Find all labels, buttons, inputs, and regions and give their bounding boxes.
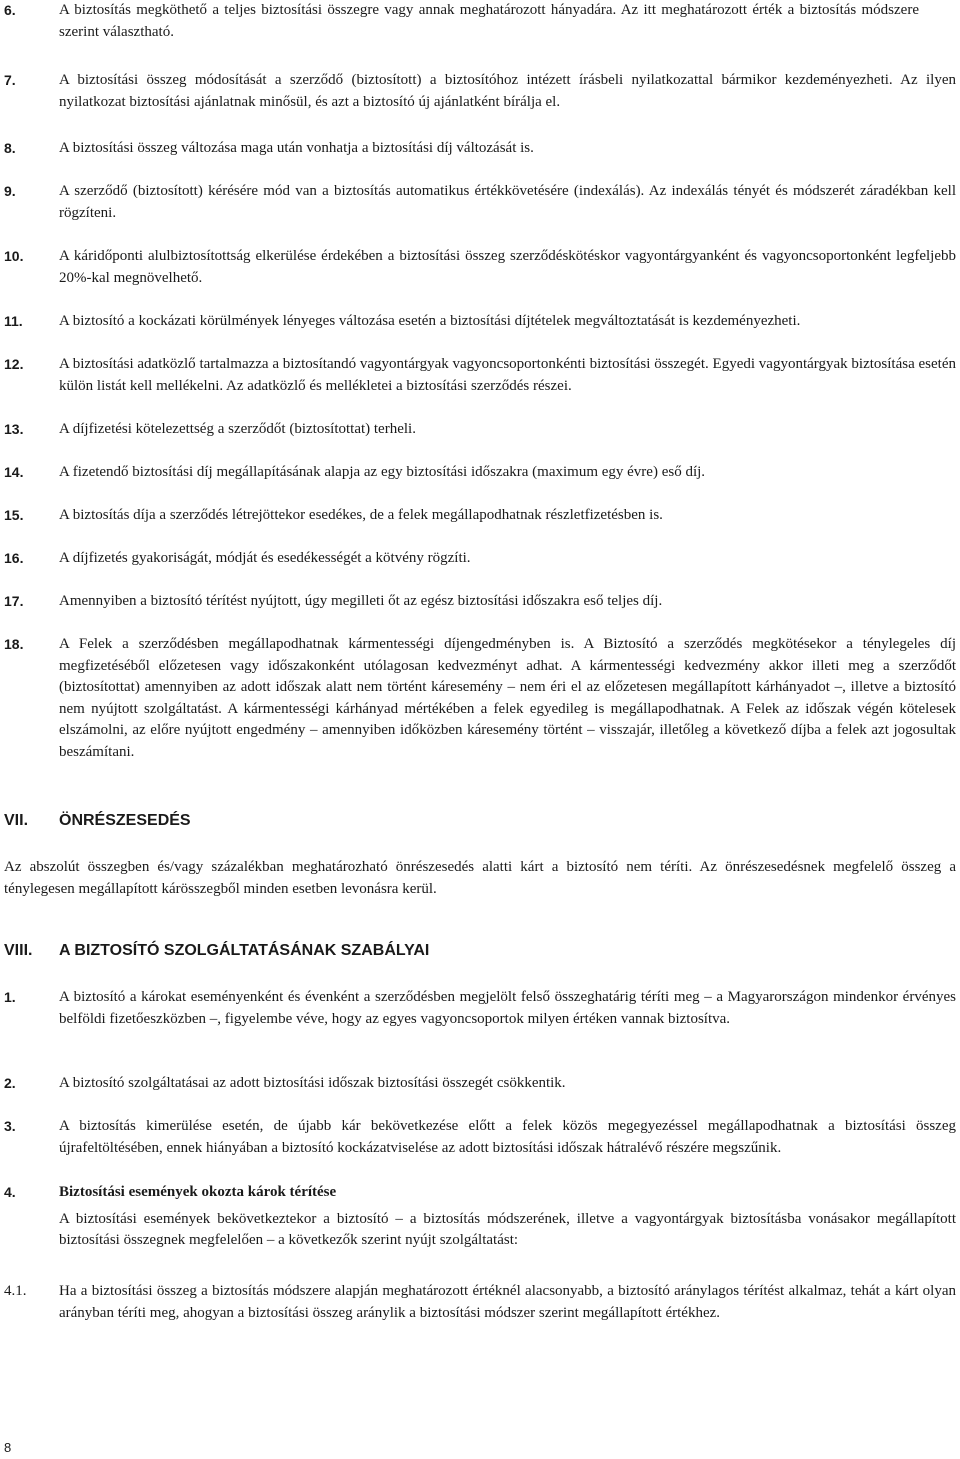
item-number: 1. bbox=[4, 989, 16, 1005]
list-item bbox=[4, 548, 956, 570]
item-number: 15. bbox=[4, 507, 24, 523]
item-number: 10. bbox=[4, 248, 24, 264]
list-item bbox=[4, 181, 956, 224]
item-text: A Felek a szerződésben megállapodhatnak kármentességi díjengedményben is. A Biztosító a szerződés megkötésekor a ténylegeles díj megfizetéséből előzetesen vagy időszakonként utólagosan kedvezményt adhat. A kármentességi kedvezmény akkor illeti meg a szerződőt (biztosítottat) amennyiben az adott időszak alatt nem történt káresemény – nem éri el az előzetesen megállapított kárhányadot –, illetve a biztosító nem nyújtott szolgáltatást. A kármentességi kárhányad mértékében a felek egyedileg is megállapodhatnak. A Felek az időszak végén kötelesek elszámolni, az előre nyújtott engedmény – amennyiben időközben káresemény történt – visszajár, illetőleg a következő díjba a felek azt jogosultak beszámítani. bbox=[59, 636, 956, 760]
item-number: 13. bbox=[4, 421, 24, 437]
list-item bbox=[4, 505, 956, 527]
list-item bbox=[4, 138, 956, 160]
section-number: VIII. bbox=[4, 942, 33, 959]
section-paragraph: Az abszolút összegben és/vagy százalékban meghatározható önrészesedés alatti kárt a biztosító nem téríti. Az önrészesedésnek megfelelő összeg a ténylegesen megállapított kárösszegből minden esetben levonásra kerül. bbox=[4, 859, 956, 897]
item-number: 17. bbox=[4, 593, 24, 609]
section-title: ÖNRÉSZESEDÉS bbox=[59, 812, 191, 829]
list-item bbox=[4, 462, 956, 484]
item-text: A biztosítás díja a szerződés létrejöttekor esedékes, de a felek megállapodhatnak részletfizetésben is. bbox=[59, 507, 663, 523]
section-title: A BIZTOSÍTÓ SZOLGÁLTATÁSÁNAK SZABÁLYAI bbox=[59, 942, 430, 959]
list-item bbox=[4, 1182, 956, 1252]
item-number: 18. bbox=[4, 636, 24, 652]
item-number: 8. bbox=[4, 140, 16, 156]
item-number: 14. bbox=[4, 464, 24, 480]
item-text: A biztosító a károkat eseményenként és évenként a szerződésben megjelölt felső összeghatárig téríti meg – a Magyarországon mindenkor érvényes belföldi fizetőeszközben –, figyelembe véve, hogy az egyes vagyoncsoportok milyen értéken vannak biztosítva. bbox=[59, 989, 956, 1027]
page-number: 8 bbox=[4, 1440, 12, 1455]
item-text: A díjfizetés gyakoriságát, módját és esedékességét a kötvény rögzíti. bbox=[59, 550, 471, 566]
item-number: 2. bbox=[4, 1075, 16, 1091]
item-number: 9. bbox=[4, 183, 16, 199]
item-text: A szerződő (biztosított) kérésére mód van a biztosítás automatikus értékkövetésére (indexálás). Az indexálás tényét és módszerét záradékban kell rögzíteni. bbox=[59, 183, 956, 221]
item-number: 16. bbox=[4, 550, 24, 566]
list-item bbox=[4, 70, 956, 113]
item-heading: Biztosítási események okozta károk térítése bbox=[59, 1184, 337, 1200]
list-item bbox=[4, 591, 956, 613]
item-text: A biztosítási összeg változása maga után vonhatja a biztosítási díj változását is. bbox=[59, 140, 534, 156]
item-text: A biztosító a kockázati körülmények lényeges változása esetén a biztosítási díjtételek megváltoztatását is kezdeményezheti. bbox=[59, 313, 801, 329]
list-item bbox=[4, 987, 956, 1030]
list-item bbox=[4, 1116, 956, 1159]
list-item bbox=[4, 354, 956, 397]
list-item bbox=[4, 0, 956, 43]
list-item bbox=[4, 246, 956, 289]
item-text: A biztosító szolgáltatásai az adott biztosítási időszak biztosítási összegét csökkentik. bbox=[59, 1075, 566, 1091]
item-text: A káridőponti alulbiztosítottság elkerülése érdekében a biztosítási összeg szerződéskötéskor vagyontárgyanként és vagyoncsoportonként legfeljebb 20%-kal megnövelhető. bbox=[59, 248, 956, 286]
item-text: Amennyiben a biztosító térítést nyújtott, úgy megilleti őt az egész biztosítási időszakra eső teljes díj. bbox=[59, 593, 663, 609]
item-number: 4. bbox=[4, 1184, 16, 1200]
list-item bbox=[4, 419, 956, 441]
item-number: 6. bbox=[4, 2, 16, 18]
list-item bbox=[4, 1073, 956, 1095]
item-number: 3. bbox=[4, 1118, 16, 1134]
item-number: 7. bbox=[4, 72, 16, 88]
item-text: A biztosítási összeg módosítását a szerződő (biztosított) a biztosítóhoz intézett írásbeli nyilatkozattal bármikor kezdeményezheti. Az ilyen nyilatkozat biztosítási ajánlatnak minősül, és azt a biztosító új ajánlatként bírálja el. bbox=[59, 72, 956, 110]
item-text: A biztosítási események bekövetkeztekor a biztosító – a biztosítás módszerének, illetve a vagyontárgyak biztosításba vonásakor megállapított biztosítási összegnek megfelelően – a következők szerint nyújt szolgáltatást: bbox=[59, 1210, 956, 1249]
item-text: A biztosítás kimerülése esetén, de újabb kár bekövetkezése előtt a felek közös megegyezéssel megállapodhatnak a biztosítási összeg újrafeltöltésében, ennek hiányában a biztosító kockázatviselése az adott biztosítási időszak hátralévő részére megszűnik. bbox=[59, 1118, 956, 1156]
item-text: A díjfizetési kötelezettség a szerződőt (biztosítottat) terheli. bbox=[59, 421, 416, 437]
list-item bbox=[4, 1281, 956, 1324]
item-number: 12. bbox=[4, 356, 24, 372]
section-number: VII. bbox=[4, 812, 29, 829]
item-text: A fizetendő biztosítási díj megállapításának alapja az egy biztosítási időszakra (maximum egy évre) eső díj. bbox=[59, 464, 706, 480]
item-text: Ha a biztosítási összeg a biztosítás módszere alapján meghatározott értéknél alacsonyabb, a biztosító aránylagos térítést alkalmaz, tehát a kárt olyan arányban téríti meg, ahogyan a biztosítási összeg aránylik a biztosítási módszer szerint megállapított értékhez. bbox=[59, 1283, 956, 1321]
item-text: A biztosítás megköthető a teljes biztosítási összegre vagy annak meghatározott hányadára. Az itt meghatározott érték a biztosítás módszere szerint választható. bbox=[59, 2, 919, 40]
list-item bbox=[4, 311, 956, 333]
list-item bbox=[4, 634, 956, 764]
item-number: 4.1. bbox=[4, 1283, 27, 1299]
item-number: 11. bbox=[4, 313, 23, 329]
item-text: A biztosítási adatközlő tartalmazza a biztosítandó vagyontárgyak vagyoncsoportonkénti biztosítási összegét. Egyedi vagyontárgyak biztosítása esetén külön listát kell mellékelni. Az adatközlő és mellékletei a biztosítási szerződés részei. bbox=[59, 356, 956, 394]
